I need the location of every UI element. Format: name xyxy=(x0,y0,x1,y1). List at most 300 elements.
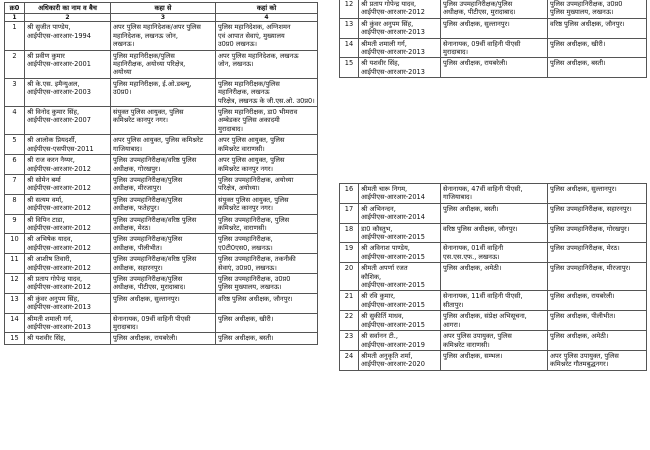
serial-number-cell: 14 xyxy=(340,38,359,58)
from-posting-cell xyxy=(441,18,548,38)
officer-name-line: आईपीएस-आरआर-1994 xyxy=(27,31,91,40)
from-posting-line: अधीक्षक, पीटीएस, मुरादाबाद। xyxy=(113,283,186,292)
to-posting-cell xyxy=(216,194,318,214)
from-posting-cell xyxy=(111,155,216,175)
to-posting-cell xyxy=(548,18,647,38)
from-posting-line: सीतापुर। xyxy=(443,300,464,309)
officer-name-line: श्री यशवीर सिंह, xyxy=(361,59,400,68)
to-posting-line: पुलिस उपमहानिरीक्षक, अयोध्या xyxy=(218,175,294,184)
from-posting-line: वरिष्ठ पुलिस अधीक्षक, जौनपुर। xyxy=(443,224,518,233)
to-posting-line: पुलिस उपमहानिरीक्षक, उ0प्र0 xyxy=(218,274,291,283)
to-posting-line: पुलिस उपमहानिरीक्षक, पुलिस xyxy=(218,215,290,224)
from-posting-line: सेनानायक, 47वीं वाहिनी पीएसी, xyxy=(443,185,523,193)
table-row xyxy=(340,223,647,243)
table-row xyxy=(340,38,647,58)
to-posting-cell xyxy=(216,22,318,50)
table-row xyxy=(5,155,318,175)
from-posting-cell xyxy=(111,313,216,333)
to-posting-line: पुलिस महानिदेशक, अग्निशमन xyxy=(218,23,291,32)
officer-name-line: श्रीमती अपर्णा रजत xyxy=(361,264,408,273)
from-posting-line: पुलिस अधीक्षक, संप्रेक्ष अभिसूचना, xyxy=(443,312,527,321)
from-posting-line: पुलिस अधीक्षक, सुल्तानपुर। xyxy=(443,19,510,28)
officer-name-line: श्रीमती चारू निगम, xyxy=(361,185,408,193)
serial-number-cell: 2 xyxy=(5,50,25,78)
officer-name-line: श्री सुजीत पाण्डेय, xyxy=(27,23,71,32)
serial-number-cell: 23 xyxy=(340,331,359,351)
serial-number-cell: 14 xyxy=(5,313,25,333)
serial-number-cell: 12 xyxy=(340,0,359,18)
table-header-row xyxy=(5,3,318,14)
from-posting-line: अधीक्षक, मेरठ। xyxy=(113,223,151,232)
serial-number-cell: 12 xyxy=(5,273,25,293)
officer-name-line: आईपीएस-आरआर-2003 xyxy=(27,88,91,97)
officer-name-cell xyxy=(25,174,111,194)
officer-name-line: श्री अभिषेक यादव, xyxy=(27,235,73,244)
to-posting-line: पुलिस उपमहानिरीक्षक, xyxy=(218,235,273,244)
from-posting-cell xyxy=(111,254,216,274)
officer-name-line: आईपीएस-आरआर-2012 xyxy=(27,263,91,272)
table-row xyxy=(340,331,647,351)
to-posting-line: पुलिस अधीक्षक, बस्ती। xyxy=(550,59,606,68)
from-posting-line: पुलिस उपमहानिरीक्षक/पुलिस xyxy=(113,175,183,184)
from-posting-line: एस.एस.एफ., लखनऊ। xyxy=(443,252,500,261)
officer-name-line: आईपीएस-आरआर-2013 xyxy=(27,303,91,312)
to-posting-line: संयुक्त पुलिस आयुक्त, पुलिस xyxy=(218,195,289,204)
to-posting-cell xyxy=(216,50,318,78)
from-posting-line: पुलिस अधीक्षक, सम्भल। xyxy=(443,351,503,360)
from-posting-line: महानिदेशक, लखनऊ जोन, xyxy=(113,31,178,40)
from-posting-line: अधीक्षक, पीटीएस, मुरादाबाद। xyxy=(443,8,516,17)
officer-name-line: श्री रवि कुमार, xyxy=(361,292,396,301)
from-posting-cell xyxy=(441,350,548,370)
from-posting-line: आगरा। xyxy=(443,320,461,329)
column-number: 3 xyxy=(111,14,216,22)
from-posting-line: पुलिस उपमहानिरीक्षक/पुलिस xyxy=(443,0,513,8)
table-row xyxy=(340,0,647,18)
from-posting-line: संयुक्त पुलिस आयुक्त, पुलिस xyxy=(113,108,184,117)
officer-name-cell xyxy=(25,78,111,106)
to-posting-line: अपर पुलिस आयुक्त, पुलिस xyxy=(218,156,285,165)
to-posting-cell xyxy=(548,243,647,263)
table-row xyxy=(340,311,647,331)
from-posting-line: कमिश्नरेट कानपुर नगर। xyxy=(113,116,169,125)
to-posting-line: कमिश्नरेट वाराणसी। xyxy=(218,144,265,153)
table-row xyxy=(5,333,318,344)
header-to: कहां को xyxy=(216,3,318,14)
officer-name-line: आईपीएस-आरआर-2019 xyxy=(361,340,425,349)
table-row xyxy=(5,313,318,333)
right-bottom-transfer-table xyxy=(339,183,647,371)
to-posting-line: एवं आपात सेवाएं, मुख्यालय xyxy=(218,31,285,40)
from-posting-line: पुलिस उपमहानिरीक्षक/पुलिस xyxy=(113,274,183,283)
table-row xyxy=(5,214,318,234)
from-posting-cell xyxy=(441,223,548,243)
officer-name-line: श्री प्रताप गोपेन्द्र यादव, xyxy=(361,0,417,8)
to-posting-line: पुलिस अधीक्षक, रायबरेली। xyxy=(550,292,615,301)
officer-name-cell xyxy=(25,273,111,293)
officer-name-line: कौशिक, xyxy=(361,272,382,281)
from-posting-line: अधीक्षक, मीरजापुर। xyxy=(113,184,162,193)
serial-number-cell: 16 xyxy=(340,184,359,204)
from-posting-cell xyxy=(111,234,216,254)
to-posting-cell xyxy=(216,313,318,333)
from-posting-line: पुलिस उपमहानिरीक्षक/वरिष्ठ पुलिस xyxy=(113,156,197,165)
table-row xyxy=(5,107,318,135)
from-posting-cell xyxy=(441,38,548,58)
table-row xyxy=(5,50,318,78)
from-posting-line: पुलिस महानिरीक्षक, ई.ओ.डब्ल्यू, xyxy=(113,79,192,88)
officer-name-line: श्री अभिनन्दन, xyxy=(361,204,396,213)
serial-number-cell: 11 xyxy=(5,254,25,274)
to-posting-cell xyxy=(548,223,647,243)
from-posting-line: मुरादाबाद। xyxy=(443,48,469,57)
officer-name-cell xyxy=(25,155,111,175)
from-posting-line: गाजियाबाद। xyxy=(113,144,143,153)
from-posting-cell xyxy=(441,263,548,291)
to-posting-line: पुलिस अधीक्षक, खीरी। xyxy=(218,314,274,323)
from-posting-cell xyxy=(111,50,216,78)
table-row xyxy=(340,58,647,78)
to-posting-line: कमिश्नरेट कानपुर नगर। xyxy=(218,204,274,213)
to-posting-cell xyxy=(548,331,647,351)
serial-number-cell: 19 xyxy=(340,243,359,263)
serial-number-cell: 4 xyxy=(5,107,25,135)
to-posting-line: जोन, लखनऊ। xyxy=(218,60,254,69)
serial-number-cell: 24 xyxy=(340,350,359,370)
officer-name-line: श्री प्रताप गोपेन्द्र यादव, xyxy=(27,274,83,283)
to-posting-line: अपर पुलिस आयुक्त, पुलिस xyxy=(218,136,285,145)
officer-name-line: डा0 कौस्तुभ, xyxy=(361,224,393,233)
officer-name-line: श्री के.एस. इमैन्युअल, xyxy=(27,79,80,88)
officer-name-line: श्री विपिन टाडा, xyxy=(27,215,65,224)
to-posting-line: पुलिस उपमहानिरीक्षक, मीरजापुर। xyxy=(550,264,631,273)
serial-number-cell: 5 xyxy=(5,135,25,155)
from-posting-line: अधीक्षक, सहारनपुर। xyxy=(113,263,163,272)
serial-number-cell: 18 xyxy=(340,223,359,243)
table-row xyxy=(340,184,647,204)
from-posting-line: पुलिस उपमहानिरीक्षक/पुलिस xyxy=(113,195,183,204)
to-posting-cell xyxy=(548,291,647,311)
officer-name-cell xyxy=(359,58,441,78)
to-posting-line: परिक्षेत्र, लखनऊ के जी.एस.ओ. उ0प्र0। xyxy=(218,96,315,105)
serial-number-cell: 13 xyxy=(340,18,359,38)
officer-name-cell xyxy=(359,263,441,291)
table-row xyxy=(340,263,647,291)
to-posting-cell xyxy=(548,263,647,291)
to-posting-line: पुलिस अधीक्षक, बस्ती। xyxy=(218,334,274,343)
officer-name-line: आईपीएस-आरआर-2012 xyxy=(361,8,425,17)
officer-name-line: आईपीएस-आरआर-2012 xyxy=(27,184,91,193)
officer-name-line: आईपीएस-आरआर-2012 xyxy=(27,204,91,213)
officer-name-line: श्री प्रवीण कुमार xyxy=(27,51,65,60)
column-number: 1 xyxy=(5,14,25,22)
from-posting-cell xyxy=(441,184,548,204)
from-posting-line: अधीक्षक, फतेहपुर। xyxy=(113,204,160,213)
officer-name-cell xyxy=(25,313,111,333)
officer-name-cell xyxy=(359,243,441,263)
serial-number-cell: 10 xyxy=(5,234,25,254)
from-posting-line: अधीक्षक, गोरखपुर। xyxy=(113,164,161,173)
to-posting-line: पुलिस महानिरीक्षक, डा0 भीमराव xyxy=(218,108,298,117)
officer-name-line: श्रीमती शमाली गर्ग, xyxy=(361,39,407,48)
serial-number-cell: 8 xyxy=(5,194,25,214)
to-posting-cell xyxy=(216,293,318,313)
officer-name-cell xyxy=(25,234,111,254)
to-posting-line: पुलिस उपमहानिरीक्षक, मेरठ। xyxy=(550,244,620,253)
from-posting-line: महानिरीक्षक, अयोध्या परिक्षेत्र, xyxy=(113,60,186,69)
table-row xyxy=(5,234,318,254)
to-posting-line: पुलिस मुख्यालय, लखनऊ। xyxy=(550,8,614,17)
to-posting-line: ए0टी0एस0, लखनऊ। xyxy=(218,243,273,252)
from-posting-line: पुलिस अधीक्षक, रायबरेली। xyxy=(443,59,508,68)
table-row xyxy=(5,293,318,313)
officer-name-line: आईपीएस-आरआर-2012 xyxy=(27,223,91,232)
from-posting-line: अयोध्या xyxy=(113,68,132,77)
officer-name-line: श्री सोमेन बर्मा xyxy=(27,175,61,184)
table-row xyxy=(5,254,318,274)
to-posting-line: पुलिस उपमहानिरीक्षक, सहारनपुर। xyxy=(550,204,632,213)
to-posting-line: पुलिस उपमहानिरीक्षक, गोरखपुर। xyxy=(550,224,630,233)
officer-name-line: आईपीएस-आरआर-2013 xyxy=(361,48,425,57)
from-posting-cell xyxy=(111,135,216,155)
to-posting-cell xyxy=(216,214,318,234)
officer-name-line: आईपीएस-आरआर-2012 xyxy=(27,283,91,292)
officer-name-line: श्री सुकीर्ति माधव, xyxy=(361,312,404,321)
from-posting-line: कमिश्नरेट वाराणसी। xyxy=(443,340,490,349)
officer-name-cell xyxy=(359,0,441,18)
officer-name-cell xyxy=(25,50,111,78)
from-posting-line: पुलिस महानिरीक्षक/पुलिस xyxy=(113,51,175,60)
officer-name-line: श्री कुंवर अनुपम सिंह, xyxy=(361,19,414,28)
from-posting-cell xyxy=(111,273,216,293)
officer-name-line: आईपीएस-एसपीएस-2011 xyxy=(27,144,94,153)
officer-name-line: आईपीएस-आरआर-2014 xyxy=(361,213,425,222)
from-posting-line: अपर पुलिस उपायुक्त, पुलिस xyxy=(443,332,512,341)
to-posting-line: पुलिस अधीक्षक, सुल्तानपुर। xyxy=(550,185,617,193)
to-posting-cell xyxy=(216,234,318,254)
table-row xyxy=(340,350,647,370)
officer-name-cell xyxy=(25,22,111,50)
to-posting-line: पुलिस उपमहानिरीक्षक, तकनीकी xyxy=(218,255,296,264)
officer-name-line: श्रीमती शमाली गर्ग, xyxy=(27,314,73,323)
from-posting-cell xyxy=(441,311,548,331)
officer-name-line: आईपीएस-आरआर-2001 xyxy=(27,60,91,69)
officer-name-cell xyxy=(359,311,441,331)
to-posting-line: वरिष्ठ पुलिस अधीक्षक, जौनपुर। xyxy=(218,294,293,303)
officer-name-cell xyxy=(359,223,441,243)
from-posting-line: पुलिस अधीक्षक, अमेठी। xyxy=(443,264,502,273)
officer-name-line: आईपीएस-आरआर-2012 xyxy=(27,164,91,173)
header-officer-name: अधिकारी का नाम व बैच xyxy=(25,3,111,14)
table-row xyxy=(340,243,647,263)
officer-name-cell xyxy=(25,293,111,313)
officer-name-line: आईपीएस-आरआर-2013 xyxy=(27,323,91,331)
from-posting-line: सेनानायक, 11वीं वाहिनी पीएसी, xyxy=(443,292,523,301)
officer-name-line: श्री सत्यम वर्मा, xyxy=(27,195,64,204)
from-posting-cell xyxy=(111,214,216,234)
from-posting-line: अधीक्षक, पीलीभीत। xyxy=(113,243,163,252)
officer-name-line: आईपीएस-आरआर-2014 xyxy=(361,193,425,202)
officer-name-cell xyxy=(25,214,111,234)
officer-name-cell xyxy=(25,107,111,135)
from-posting-line: पुलिस अधीक्षक, बस्ती। xyxy=(443,204,499,213)
from-posting-line: अपर पुलिस महानिदेशक/अपर पुलिस xyxy=(113,23,201,32)
to-posting-cell xyxy=(216,155,318,175)
officer-name-line: श्री अविनाश पाण्डेय, xyxy=(361,244,410,253)
to-posting-cell xyxy=(216,135,318,155)
left-transfer-table xyxy=(4,2,318,345)
table-row xyxy=(340,291,647,311)
header-serial: क्र0 xyxy=(5,3,25,14)
officer-name-cell xyxy=(359,38,441,58)
serial-number-cell: 1 xyxy=(5,22,25,50)
to-posting-line: पुलिस अधीक्षक, अमेठी। xyxy=(550,332,609,341)
from-posting-line: सेनानायक, 09वीं वाहिनी पीएसी xyxy=(443,39,521,48)
table-row xyxy=(340,18,647,38)
from-posting-line: पुलिस उपमहानिरीक्षक/वरिष्ठ पुलिस xyxy=(113,255,197,264)
header-from: कहा से xyxy=(111,3,216,14)
to-posting-cell xyxy=(548,184,647,204)
officer-name-line: आईपीएस-आरआर-2015 xyxy=(361,233,425,242)
to-posting-cell xyxy=(548,38,647,58)
from-posting-line: लखनऊ। xyxy=(113,40,135,49)
officer-name-line: आईपीएस-आरआर-2015 xyxy=(361,281,425,290)
serial-number-cell: 3 xyxy=(5,78,25,106)
column-number: 2 xyxy=(25,14,111,22)
to-posting-line: कमिश्नरेट कानपुर नगर। xyxy=(218,164,274,173)
from-posting-line: सेनानायक, 09वीं वाहिनी पीएसी xyxy=(113,314,191,323)
from-posting-line: मुरादाबाद। xyxy=(113,323,139,331)
to-posting-line: अपर पुलिस उपायुक्त, पुलिस xyxy=(550,351,619,360)
from-posting-line: गाजियाबाद। xyxy=(443,193,473,202)
officer-name-cell xyxy=(25,333,111,344)
officer-name-line: आईपीएस-आरआर-2007 xyxy=(27,116,91,125)
to-posting-cell xyxy=(216,174,318,194)
officer-name-cell xyxy=(359,18,441,38)
officer-name-line: आईपीएस-आरआर-2015 xyxy=(361,300,425,309)
serial-number-cell: 20 xyxy=(340,263,359,291)
from-posting-line: पुलिस उपमहानिरीक्षक/वरिष्ठ पुलिस xyxy=(113,215,197,224)
officer-name-cell xyxy=(359,291,441,311)
officer-name-cell xyxy=(25,135,111,155)
to-posting-cell xyxy=(548,58,647,78)
officer-name-line: आईपीएस-आरआर-2012 xyxy=(27,243,91,252)
officer-name-cell xyxy=(359,331,441,351)
from-posting-line: अपर पुलिस आयुक्त, पुलिस कमिश्नरेट xyxy=(113,136,203,145)
to-posting-line: पुलिस मुख्यालय, लखनऊ। xyxy=(218,283,282,292)
officer-name-line: श्री राज करन नैय्यर, xyxy=(27,156,75,165)
from-posting-line: उ0प्र0। xyxy=(113,88,132,97)
officer-name-cell xyxy=(25,194,111,214)
officer-name-line: आईपीएस-आरआर-2015 xyxy=(361,320,425,329)
officer-name-line: आईपीएस-आरआर-2020 xyxy=(361,360,425,369)
to-posting-line: कमिश्नरेट, वाराणसी। xyxy=(218,223,267,232)
from-posting-cell xyxy=(441,203,548,223)
officer-name-line: श्री विनोद कुमार सिंह, xyxy=(27,108,80,117)
to-posting-cell xyxy=(216,78,318,106)
officer-name-line: आईपीएस-आरआर-2015 xyxy=(361,252,425,261)
to-posting-line: कमिश्नरेट गौतमबुद्धनगर। xyxy=(550,360,609,369)
column-number-row xyxy=(5,14,318,22)
officer-name-line: आईपीएस-आरआर-2013 xyxy=(361,28,425,37)
to-posting-cell xyxy=(548,350,647,370)
serial-number-cell: 17 xyxy=(340,203,359,223)
to-posting-line: पुलिस अधीक्षक, खीरी। xyxy=(550,39,606,48)
from-posting-line: पुलिस अधीक्षक, सुल्तानपुर। xyxy=(113,294,180,303)
from-posting-cell xyxy=(111,22,216,50)
from-posting-line: पुलिस अधीक्षक, रायबरेली। xyxy=(113,334,178,343)
serial-number-cell: 9 xyxy=(5,214,25,234)
to-posting-cell xyxy=(216,107,318,135)
to-posting-cell xyxy=(216,273,318,293)
column-number: 4 xyxy=(216,14,318,22)
to-posting-cell xyxy=(216,333,318,344)
from-posting-cell xyxy=(441,0,548,18)
officer-name-line: श्री आलोक प्रियदर्शी, xyxy=(27,136,77,145)
from-posting-cell xyxy=(111,107,216,135)
table-row xyxy=(5,135,318,155)
to-posting-cell xyxy=(548,311,647,331)
from-posting-cell xyxy=(111,293,216,313)
to-posting-cell xyxy=(548,0,647,18)
to-posting-line: अम्बेडकर पुलिस अकादमी xyxy=(218,116,280,125)
serial-number-cell: 22 xyxy=(340,311,359,331)
to-posting-line: पुलिस उपमहानिरीक्षक, उ0प्र0 xyxy=(550,0,623,8)
right-top-transfer-table xyxy=(339,0,647,78)
serial-number-cell: 15 xyxy=(5,333,25,344)
table-row xyxy=(5,22,318,50)
table-row xyxy=(5,174,318,194)
to-posting-line: महानिरीक्षक, लखनऊ xyxy=(218,88,270,97)
from-posting-line: पुलिस उपमहानिरीक्षक/पुलिस xyxy=(113,235,183,244)
to-posting-line: सेवाएं, उ0प्र0, लखनऊ। xyxy=(218,263,277,272)
table-row xyxy=(5,78,318,106)
officer-name-cell xyxy=(25,254,111,274)
officer-name-line: श्री आशीष तिवारी, xyxy=(27,255,72,264)
serial-number-cell: 13 xyxy=(5,293,25,313)
to-posting-line: पुलिस अधीक्षक, पीलीभीत। xyxy=(550,312,616,321)
to-posting-line: मुरादाबाद। xyxy=(218,124,244,133)
from-posting-cell xyxy=(441,291,548,311)
serial-number-cell: 6 xyxy=(5,155,25,175)
to-posting-line: अपर पुलिस महानिदेशक, लखनऊ xyxy=(218,51,299,60)
serial-number-cell: 7 xyxy=(5,174,25,194)
from-posting-cell xyxy=(111,194,216,214)
to-posting-line: उ0प्र0 लखनऊ। xyxy=(218,40,258,49)
to-posting-cell xyxy=(548,203,647,223)
officer-name-line: श्रीमती अनुकृति शर्मा, xyxy=(361,351,413,360)
officer-name-line: श्री सर्वानन टी., xyxy=(361,332,398,341)
serial-number-cell: 21 xyxy=(340,291,359,311)
from-posting-cell xyxy=(441,58,548,78)
serial-number-cell: 15 xyxy=(340,58,359,78)
from-posting-cell xyxy=(111,78,216,106)
from-posting-line: सेनानायक, 01वीं वाहिनी xyxy=(443,244,504,253)
officer-name-line: श्री कुंवर अनुपम सिंह, xyxy=(27,294,80,303)
from-posting-cell xyxy=(441,331,548,351)
to-posting-line: वरिष्ठ पुलिस अधीक्षक, जौनपुर। xyxy=(550,19,625,28)
to-posting-line: परिक्षेत्र, अयोध्या। xyxy=(218,184,260,193)
from-posting-cell xyxy=(441,243,548,263)
to-posting-line: पुलिस महानिरीक्षक/पुलिस xyxy=(218,79,280,88)
table-row xyxy=(5,273,318,293)
officer-name-cell xyxy=(359,184,441,204)
to-posting-cell xyxy=(216,254,318,274)
table-row xyxy=(5,194,318,214)
from-posting-cell xyxy=(111,333,216,344)
officer-name-cell xyxy=(359,203,441,223)
officer-name-line: श्री यशवीर सिंह, xyxy=(27,334,66,343)
